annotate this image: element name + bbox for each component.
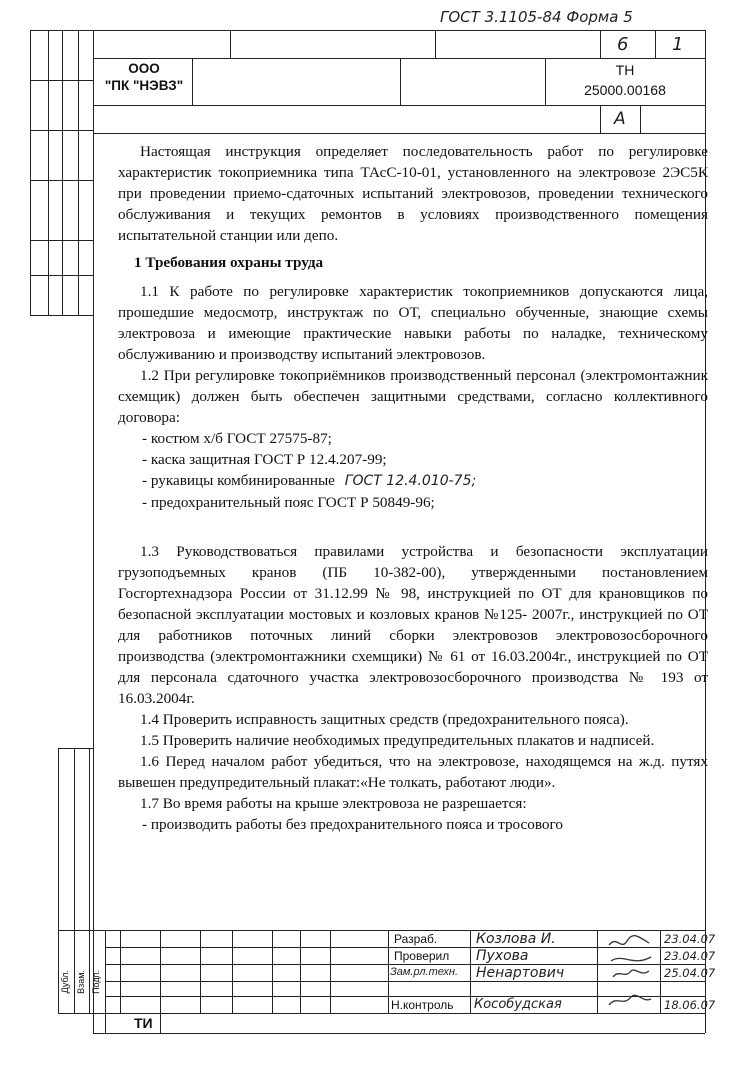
- paragraph-1-7-item: - производить работы без предохранительного пояса и тросового: [142, 816, 563, 833]
- sheet-letter: А: [614, 109, 626, 129]
- list-item: [118, 470, 708, 492]
- org-line-1: ООО: [128, 61, 160, 76]
- sig-name-razrab: Козлова И.: [476, 931, 556, 947]
- doc-type: ТН: [615, 62, 635, 78]
- sig-role-razrab: Разраб.: [394, 932, 438, 946]
- org-name: [96, 60, 192, 94]
- sig-role-zam: Зам.рл.техн.: [390, 966, 459, 978]
- list-item: - каска защитная ГОСТ Р 12.4.207-99;: [142, 451, 387, 468]
- sig-date-razrab: 23.04.07: [664, 932, 716, 946]
- intro-paragraph: Настоящая инструкция определяет последовательность работ по регулировке характеристик токоприемника типа ТАсС-10-01, установленного на электровозе 2ЭС5К при проведении приемо-сдаточных испытаний электровозов, проведении технического обслуживания и текущих ремонтов в условиях производственного помещения испытательной станции или депо.: [118, 143, 708, 244]
- section-title: 1 Требования охраны труда: [134, 254, 324, 271]
- paragraph-1-5: 1.5 Проверить наличие необходимых предупредительных плакатов и надписей.: [140, 732, 655, 749]
- footer-code: ТИ: [134, 1015, 153, 1031]
- label-dubl: Дубл.: [60, 970, 70, 994]
- signature-scribble: [605, 933, 655, 1016]
- label-vzam: Взам.: [76, 970, 86, 994]
- org-line-2: "ПК "НЭВЗ": [104, 78, 184, 93]
- label-podp: Подп.: [91, 970, 101, 994]
- form-note: ГОСТ 3.1105-84 Форма 5: [440, 8, 633, 26]
- sig-date-zam: 25.04.07: [664, 966, 716, 980]
- sig-role-proveril: Проверил: [394, 949, 450, 963]
- sig-name-proveril: Пухова: [476, 948, 529, 964]
- sig-date-proveril: 23.04.07: [664, 949, 716, 963]
- doc-number: 25000.00168: [584, 82, 666, 98]
- list-item-text: - рукавицы комбинированные: [142, 472, 335, 489]
- paragraph-1-2: 1.2 При регулировке токоприёмников производственный персонал (электромонтажник схемщик) должен быть обеспечен защитными средствами, согласно коллективного договора:: [118, 367, 708, 426]
- paragraph-1-6: 1.6 Перед началом работ убедиться, что на электровозе, находящемся на ж.д. путях вывешен предупредительный плакат:«Не толкать, работают люди».: [118, 753, 708, 791]
- paragraph-1-4: 1.4 Проверить исправность защитных средств (предохранительного пояса).: [140, 711, 629, 728]
- document-body: [118, 141, 708, 835]
- paragraph-1-7: 1.7 Во время работы на крыше электровоза не разрешается:: [140, 795, 527, 812]
- sheet-number: 6: [617, 34, 629, 55]
- sig-name-zam: Ненартович: [476, 965, 565, 981]
- sig-role-nkontrol: Н.контроль: [391, 998, 454, 1012]
- sig-name-nkontrol: Кособудская: [474, 997, 562, 1012]
- handwritten-gost: ГОСТ 12.4.010-75;: [344, 473, 477, 489]
- paragraph-1-1: 1.1 К работе по регулировке характеристик токоприемников допускаются лица, прошедшие медосмотр, инструктаж по ОТ, специально обученные, знающие схемы электровоза и имеющие практические навыки работы по наладке, техническому обслуживанию и производству испытаний электровозов.: [118, 283, 708, 363]
- paragraph-1-3: 1.3 Руководствоваться правилами устройства и безопасности эксплуатации грузоподъемных кранов (ПБ 10-382-00), утвержденными постановлением Госгортехнадзора России от 31.12.99 № 98, инструкцией по ОТ для крановщиков по безопасной эксплуатации мостовых и козловых кранов №125- 2007г., инструкцией по ОТ для работников поточных линий сборки электровозов электровозосборочного производства (электромонтажники схемщики) № 61 от 16.03.2004г., инструкцией по ОТ для персонала сдаточного участка электровозосборочного производства № 193 от 16.03.2004г.: [118, 543, 708, 707]
- sheet-total: 1: [672, 34, 684, 55]
- list-item: - предохранительный пояс ГОСТ Р 50849-96;: [142, 494, 435, 511]
- list-item: - костюм х/б ГОСТ 27575-87;: [142, 430, 332, 447]
- sig-date-nkontrol: 18.06.07: [664, 998, 716, 1012]
